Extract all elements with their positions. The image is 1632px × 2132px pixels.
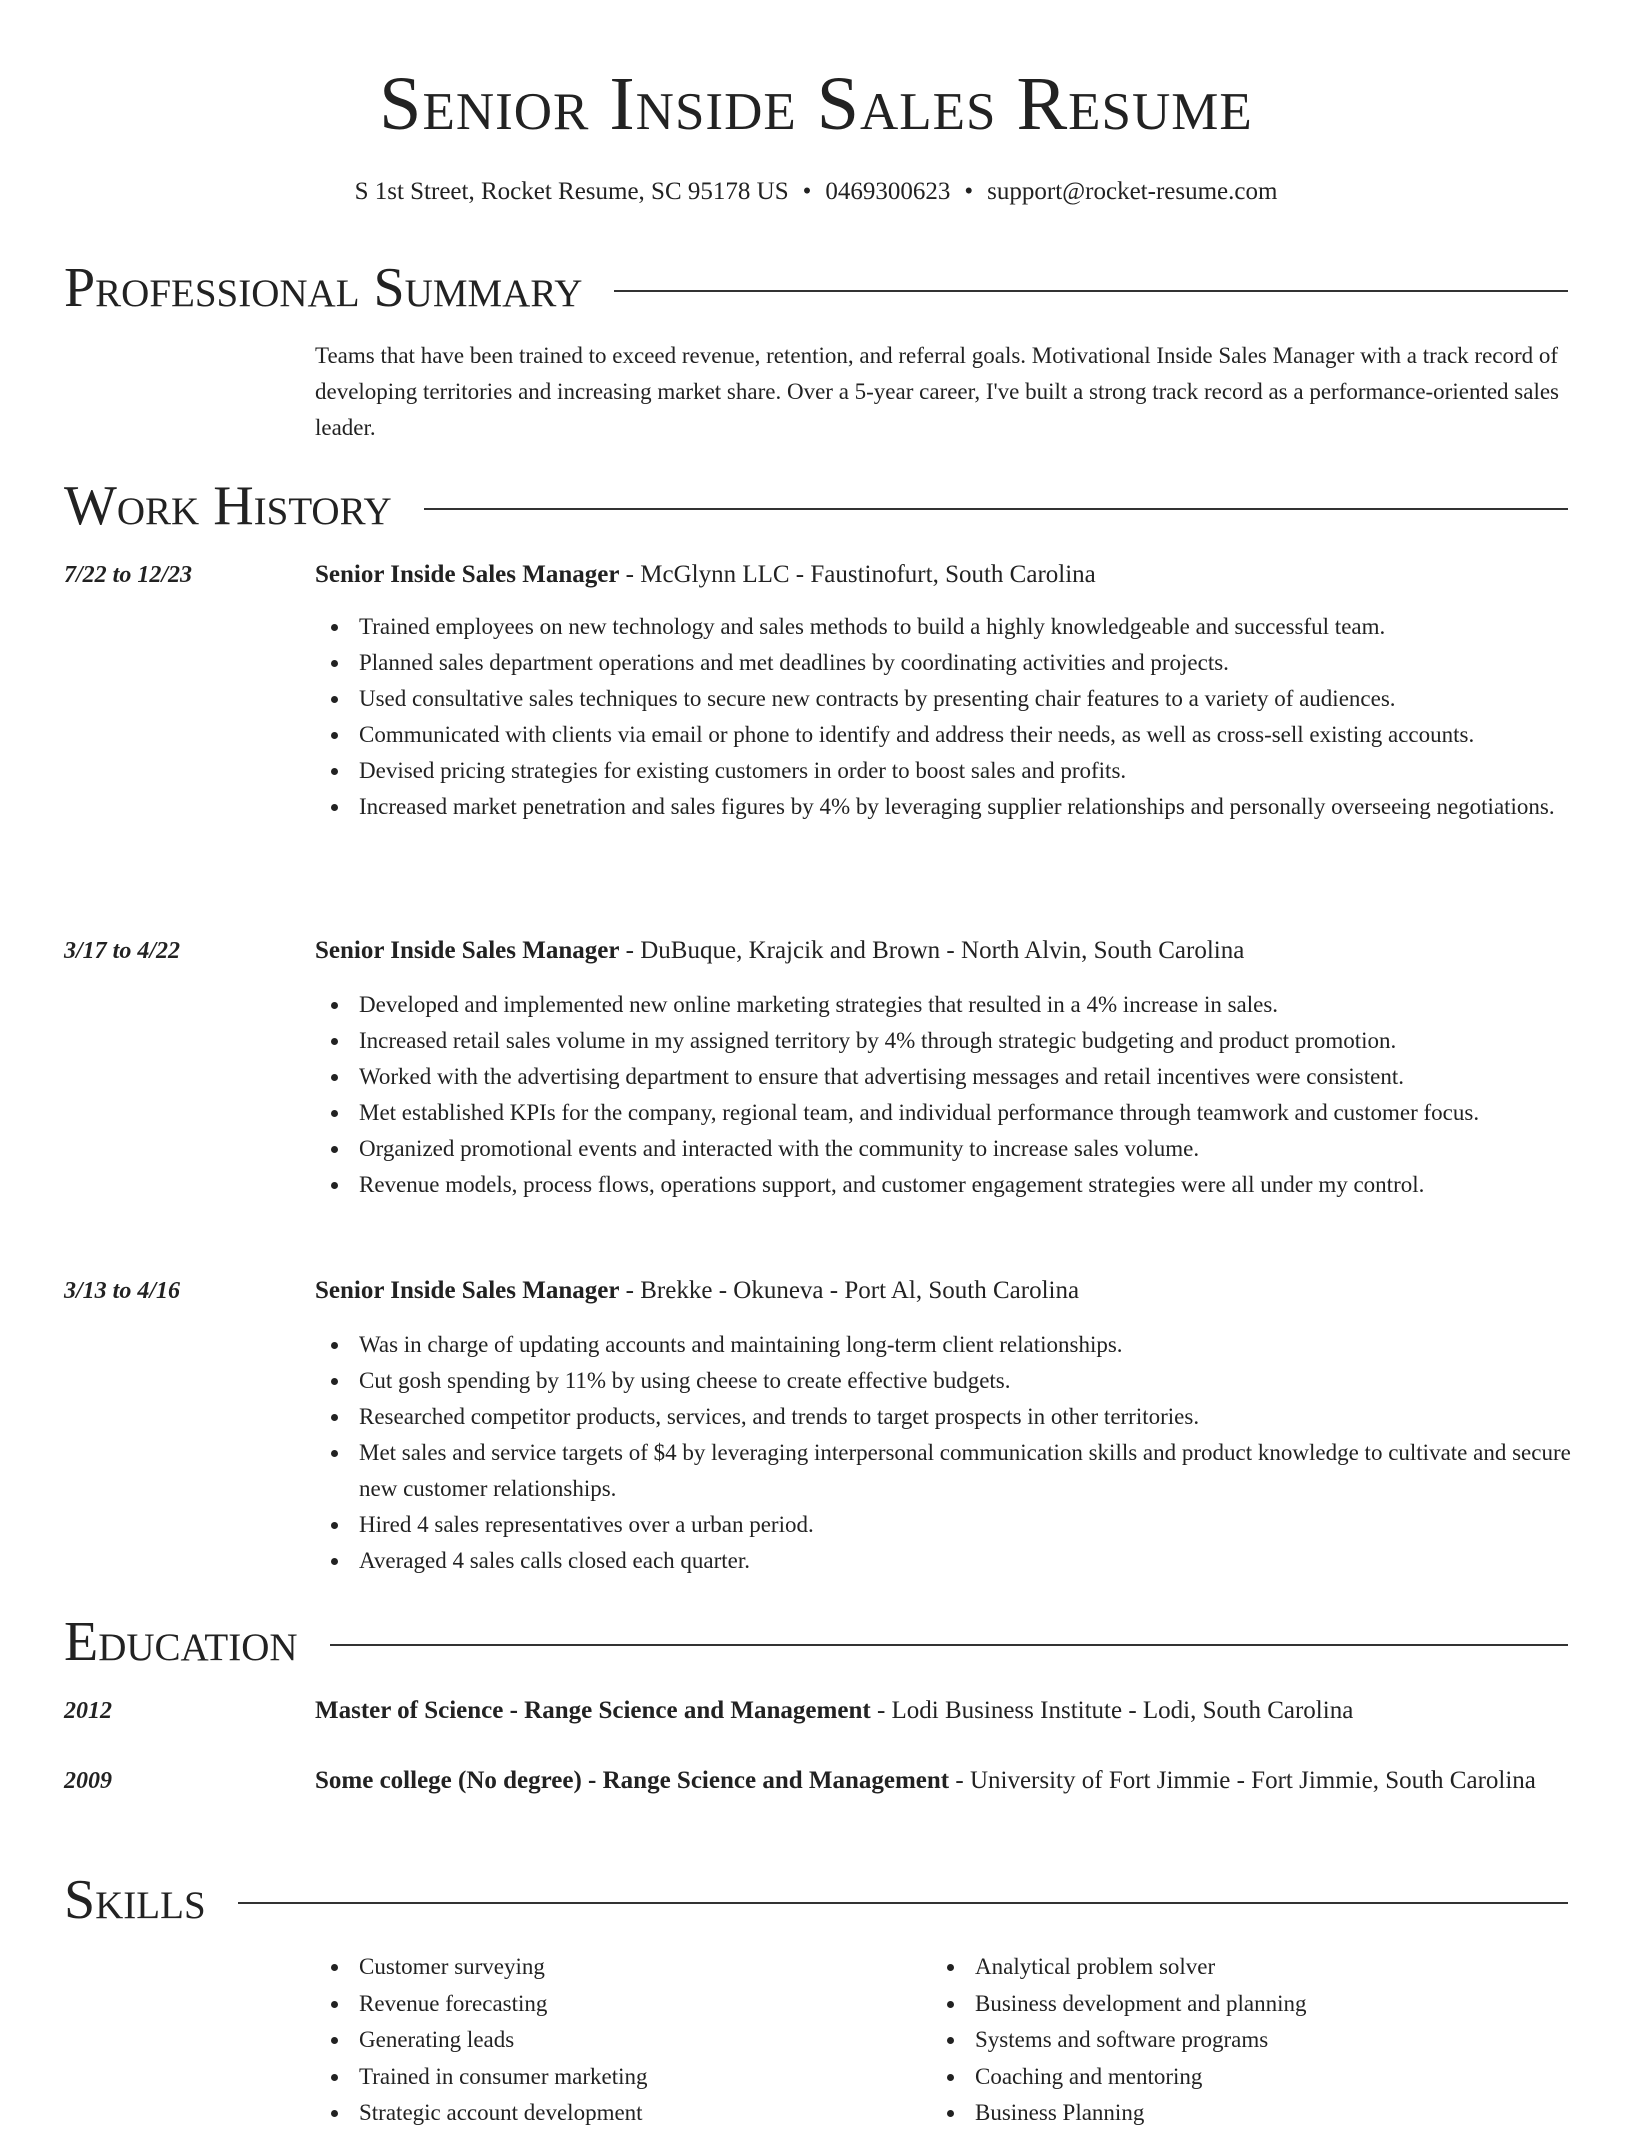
contact-address: S 1st Street, Rocket Resume, SC 95178 US [354,178,789,205]
list-item [359,1167,1613,1203]
education-section-heading [64,1610,1568,1674]
job-dates: 3/17 to 4/22 [64,938,181,964]
summary-text: Teams that have been trained to exceed revenue, retention, and referral goals. Motivational Inside Sales Manager with a track record of developing territories and increasing market share. Over a 5-year career, I've built a strong track record as a performance-oriented sales leader. [315,343,1559,440]
bullet-icon [331,1342,338,1349]
list-item [975,1949,1575,1986]
job-role: Senior Inside Sales Manager [315,1277,620,1304]
bullet-icon [331,768,338,775]
list-item [359,1363,1613,1399]
education-degree: Master of Science - Range Science and Management [315,1697,871,1724]
bullet-text: Planned sales department operations and met deadlines by coordinating activities and projects. [359,650,1229,675]
job-header [315,931,1569,971]
bullet-icon [331,2037,338,2044]
education-entry [315,1761,1569,1801]
bullet-icon [331,1414,338,1421]
job-details: - McGlynn LLC - Faustinofurt, South Carolina [619,561,1096,588]
skills-list-left [315,1949,959,2132]
contact-phone: 0469300623 [825,178,951,205]
skill-text: Trained in consumer marketing [359,2063,648,2089]
bullet-icon [331,1522,338,1529]
job-bullet-list [315,987,1613,1203]
list-item [359,681,1613,717]
bullet-icon [331,804,338,811]
list-item [975,1986,1575,2023]
bullet-icon [331,1002,338,1009]
education-year: 2012 [64,1698,112,1724]
job-role: Senior Inside Sales Manager [315,937,620,964]
section-divider [238,1902,1568,1904]
bullet-icon [331,1182,338,1189]
skill-text: Generating leads [359,2027,515,2052]
list-item [359,753,1613,789]
bullet-icon [947,2110,954,2117]
section-divider [424,508,1568,510]
education-entry [315,1691,1569,1731]
education-year: 2009 [64,1768,112,1794]
job-details: - DuBuque, Krajcik and Brown - North Alvin, South Carolina [619,937,1245,964]
skill-text: Business Planning [975,2100,1145,2125]
summary-heading: Professional Summary [64,257,583,319]
bullet-text: Devised pricing strategies for existing customers in order to boost sales and profits. [359,758,1127,783]
list-item [359,609,1613,645]
section-divider [614,290,1568,292]
bullet-text: Hired 4 sales representatives over a urban period. [359,1512,814,1537]
job-bullet-list [315,1327,1613,1579]
contact-line [0,174,1632,210]
job-dates: 3/13 to 4/16 [64,1278,181,1304]
list-item [359,645,1613,681]
bullet-icon [947,2001,954,2008]
bullet-text: Met sales and service targets of $4 by leveraging interpersonal communication skills and product knowledge to cultivate and secure new customer relationships. [359,1440,1571,1501]
list-item [359,789,1613,825]
bullet-text: Met established KPIs for the company, regional team, and individual performance through teamwork and customer focus. [359,1100,1480,1125]
list-item [359,1507,1613,1543]
list-item [359,1543,1613,1579]
summary-section-heading [64,256,1568,320]
education-heading: Education [64,1611,298,1673]
skill-text: Business development and planning [975,1990,1307,2016]
bullet-icon [331,1558,338,1565]
education-details: - University of Fort Jimmie - Fort Jimmie, South Carolina [949,1767,1536,1794]
skill-text: Strategic account development [359,2100,643,2125]
bullet-text: Increased market penetration and sales figures by 4% by leveraging supplier relationships and personally overseeing negotiations. [359,794,1555,819]
bullet-icon [331,696,338,703]
contact-separator: • [964,178,974,205]
list-item [359,1435,1613,1507]
bullet-icon [331,2110,338,2117]
bullet-text: Used consultative sales techniques to secure new contracts by presenting chair features to a variety of audiences. [359,686,1396,711]
bullet-icon [331,624,338,631]
bullet-icon [331,1964,338,1971]
section-divider [330,1644,1568,1646]
bullet-text: Increased retail sales volume in my assigned territory by 4% through strategic budgeting and product promotion. [359,1028,1397,1053]
bullet-text: Researched competitor products, services, and trends to target prospects in other territories. [359,1404,1200,1429]
job-dates: 7/22 to 12/23 [64,562,193,588]
bullet-text: Communicated with clients via email or phone to identify and address their needs, as well as cross-sell existing accounts. [359,722,1475,747]
bullet-icon [331,660,338,667]
list-item [359,2059,959,2096]
bullet-icon [331,1038,338,1045]
bullet-icon [331,1378,338,1385]
list-item [359,2022,959,2059]
list-item [975,2022,1575,2059]
bullet-text: Developed and implemented new online marketing strategies that resulted in a 4% increase in sales. [359,992,1279,1017]
bullet-text: Revenue models, process flows, operations support, and customer engagement strategies were all under my control. [359,1172,1425,1197]
list-item [359,1023,1613,1059]
bullet-icon [331,1074,338,1081]
skill-text: Analytical problem solver [975,1954,1216,1979]
bullet-icon [331,1110,338,1117]
list-item [975,2059,1575,2096]
bullet-icon [331,732,338,739]
work-section-heading [64,474,1568,538]
list-item [359,1399,1613,1435]
job-bullet-list [315,609,1613,825]
education-degree: Some college (No degree) - Range Science and Management [315,1767,950,1794]
resume-title: Senior Inside Sales Resume [379,62,1253,146]
list-item [359,1327,1613,1363]
skills-heading: Skills [64,1869,206,1931]
skill-text: Systems and software programs [975,2027,1269,2052]
skill-text: Customer surveying [359,1954,545,1979]
bullet-icon [331,2074,338,2081]
contact-email[interactable]: support@rocket-resume.com [987,178,1278,205]
list-item [359,2095,959,2132]
skill-text: Coaching and mentoring [975,2063,1203,2089]
contact-separator: • [802,178,812,205]
list-item [359,987,1613,1023]
bullet-text: Was in charge of updating accounts and maintaining long-term client relationships. [359,1332,1123,1357]
bullet-text: Trained employees on new technology and sales methods to build a highly knowledgeable and successful team. [359,614,1386,639]
bullet-icon [331,1146,338,1153]
bullet-icon [947,2037,954,2044]
skills-section-heading [64,1868,1568,1932]
job-header [315,555,1569,595]
job-header [315,1271,1569,1311]
work-heading: Work History [64,475,392,537]
bullet-text: Averaged 4 sales calls closed each quarter. [359,1548,751,1573]
list-item [359,1095,1613,1131]
list-item [975,2095,1575,2132]
bullet-text: Organized promotional events and interacted with the community to increase sales volume. [359,1136,1200,1161]
bullet-icon [947,1964,954,1971]
bullet-icon [331,1450,338,1457]
list-item [359,1131,1613,1167]
list-item [359,1059,1613,1095]
bullet-text: Worked with the advertising department to ensure that advertising messages and retail incentives were consistent. [359,1064,1404,1089]
bullet-icon [331,2001,338,2008]
bullet-icon [947,2074,954,2081]
list-item [359,1986,959,2023]
list-item [359,1949,959,1986]
job-role: Senior Inside Sales Manager [315,561,620,588]
bullet-text: Cut gosh spending by 11% by using cheese to create effective budgets. [359,1368,1011,1393]
skill-text: Revenue forecasting [359,1990,548,2016]
skills-list-right [931,1949,1575,2132]
job-details: - Brekke - Okuneva - Port Al, South Carolina [619,1277,1080,1304]
education-details: - Lodi Business Institute - Lodi, South Carolina [870,1697,1354,1724]
list-item [359,717,1613,753]
